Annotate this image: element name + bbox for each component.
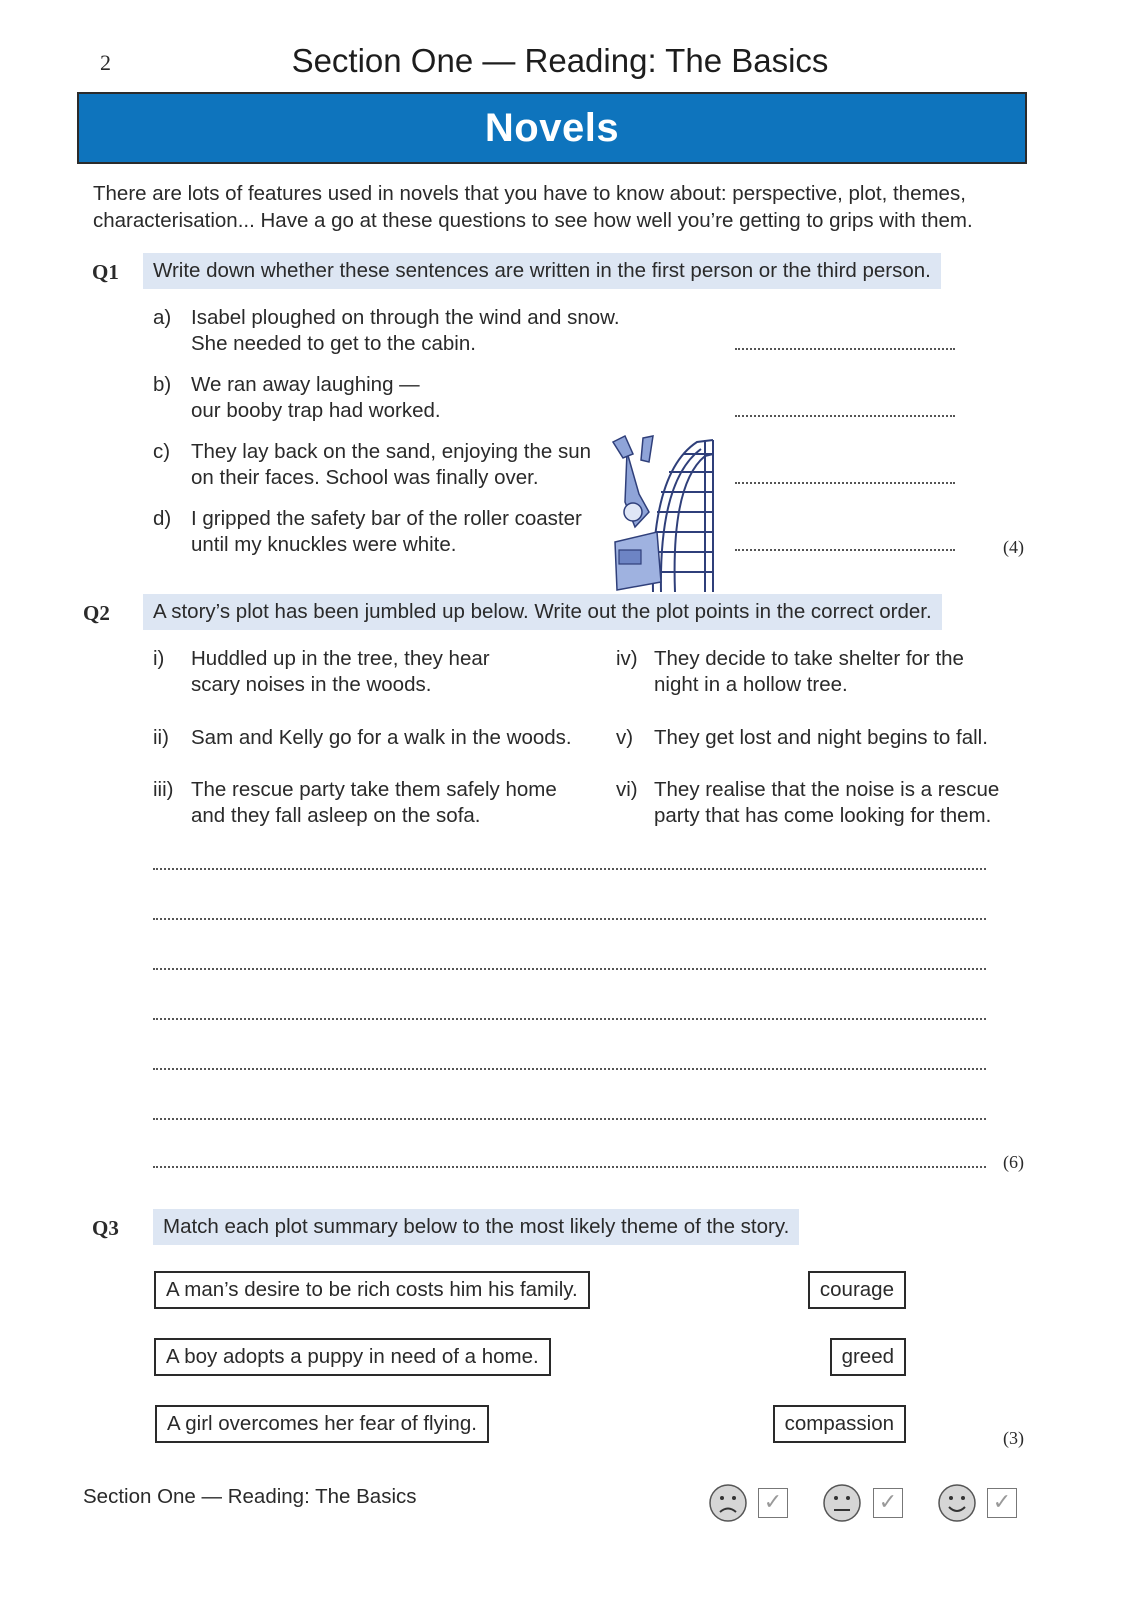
title-banner (77, 92, 1027, 164)
item-text: They get lost and night begins to fall. (654, 726, 988, 749)
item-text: party that has come looking for them. (654, 804, 992, 827)
item-text: They lay back on the sand, enjoying the sun (191, 440, 592, 463)
intro-text: There are lots of features used in novels that you have to know about: perspective, plot, themes, characterisation... Have a go at these questions to see how well you’re getting to grips with them. (93, 182, 973, 232)
q3-prompt: Match each plot summary below to the most likely theme of the story. (153, 1209, 799, 1245)
item-text: I gripped the safety bar of the roller coaster (191, 507, 582, 530)
item-letter: b) (153, 373, 172, 396)
theme-box-compassion[interactable]: compassion (773, 1405, 906, 1443)
item-number: iii) (153, 778, 174, 801)
q2-plot-point-v (616, 725, 1016, 753)
item-number: ii) (153, 726, 169, 749)
theme-box-courage[interactable]: courage (808, 1271, 906, 1309)
q2-plot-point-vi (616, 777, 1016, 833)
checkbox-neutral[interactable]: ✓ (873, 1488, 903, 1518)
q2-plot-point-iii (153, 777, 613, 833)
q2-plot-point-ii (153, 725, 613, 753)
item-text: We ran away laughing — (191, 373, 420, 396)
page-number: 2 (100, 50, 111, 75)
item-number: iv) (616, 647, 638, 670)
plot-summary-box[interactable]: A boy adopts a puppy in need of a home. (154, 1338, 551, 1376)
q1-item-b (153, 372, 653, 428)
q1-answer-line-b[interactable] (735, 415, 955, 417)
plot-summary-box[interactable]: A girl overcomes her fear of flying. (155, 1405, 489, 1443)
item-text: and they fall asleep on the sofa. (191, 804, 481, 827)
item-text: Isabel ploughed on through the wind and snow. (191, 306, 620, 329)
q2-plot-point-i (153, 646, 613, 702)
item-number: v) (616, 726, 634, 749)
section-header: Section One — Reading: The Basics (291, 42, 829, 79)
item-number: vi) (616, 778, 638, 801)
q1-answer-line-d[interactable] (735, 549, 955, 551)
checkbox-sad[interactable]: ✓ (758, 1488, 788, 1518)
q3-label: Q3 (92, 1216, 119, 1240)
item-text: on their faces. School was finally over. (191, 466, 539, 489)
q2-answer-line[interactable] (153, 1018, 986, 1020)
q1-item-d (153, 506, 653, 562)
checkbox-happy[interactable]: ✓ (987, 1488, 1017, 1518)
item-letter: c) (153, 440, 171, 463)
q2-prompt: A story’s plot has been jumbled up below. Write out the plot points in the correct order. (143, 594, 942, 630)
item-text: The rescue party take them safely home (191, 778, 557, 801)
item-text: Sam and Kelly go for a walk in the woods. (191, 726, 572, 749)
q2-answer-line[interactable] (153, 968, 986, 970)
neutral-face-icon (822, 1483, 862, 1523)
q1-item-a (153, 305, 653, 361)
item-text: our booby trap had worked. (191, 399, 441, 422)
q2-plot-point-iv (616, 646, 1016, 702)
q2-label: Q2 (83, 601, 110, 625)
item-letter: a) (153, 306, 172, 329)
footer-section-title: Section One — Reading: The Basics (83, 1485, 417, 1508)
q2-answer-line[interactable] (153, 868, 986, 870)
page-title: Novels (484, 105, 620, 150)
theme-box-greed[interactable]: greed (830, 1338, 906, 1376)
q1-answer-line-c[interactable] (735, 482, 955, 484)
q1-answer-line-a[interactable] (735, 348, 955, 350)
item-text: night in a hollow tree. (654, 673, 848, 696)
q2-answer-line[interactable] (153, 918, 986, 920)
item-text: They realise that the noise is a rescue (654, 778, 1000, 801)
item-text: scary noises in the woods. (191, 673, 432, 696)
q1-label: Q1 (92, 260, 119, 284)
roller-coaster-illustration (605, 432, 717, 594)
happy-face-icon (937, 1483, 977, 1523)
q2-marks: (6) (1003, 1152, 1024, 1172)
item-text: until my knuckles were white. (191, 533, 457, 556)
q1-prompt: Write down whether these sentences are written in the first person or the third person. (143, 253, 941, 289)
q1-marks: (4) (1003, 537, 1024, 557)
sad-face-icon (708, 1483, 748, 1523)
q1-item-c (153, 439, 653, 495)
item-text: She needed to get to the cabin. (191, 332, 476, 355)
q2-answer-line[interactable] (153, 1166, 986, 1168)
q2-answer-line[interactable] (153, 1068, 986, 1070)
q3-marks: (3) (1003, 1428, 1024, 1448)
item-text: Huddled up in the tree, they hear (191, 647, 490, 670)
plot-summary-box[interactable]: A man’s desire to be rich costs him his family. (154, 1271, 590, 1309)
item-text: They decide to take shelter for the (654, 647, 964, 670)
item-number: i) (153, 647, 165, 670)
q2-answer-line[interactable] (153, 1118, 986, 1120)
item-letter: d) (153, 507, 172, 530)
